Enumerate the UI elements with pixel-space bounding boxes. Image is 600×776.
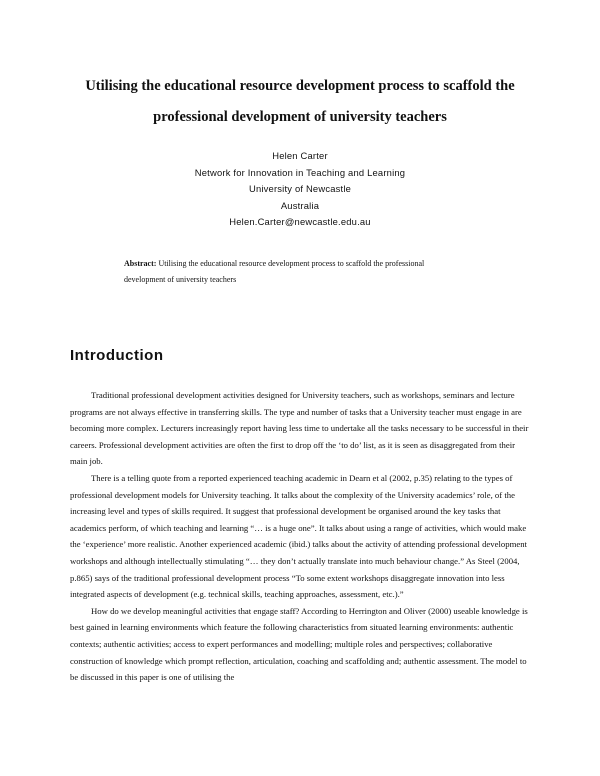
paragraph-1: Traditional professional development activities designed for University teachers, such as workshops, seminars and lecture programs are not always effective in transferring skills. The type and number of tasks that a University teacher must engage in are becoming more complex. Lecturers increasingly report having less time to undertake all the tasks necessary to be successful in their careers. Professional development activities are often the first to drop off the ‘to do’ list, as it is seen as disaggregated from their main job. [70,390,529,467]
author-block [100,148,500,231]
abstract [124,256,470,288]
abstract-text-line-2: development of university teachers [124,275,237,284]
abstract-label: Abstract: [124,259,157,268]
author-university: University of Newcastle [248,183,352,194]
author-affiliation: Network for Innovation in Teaching and Learning [194,166,406,178]
author-name: Helen Carter [272,150,328,161]
paper-title-line-2: professional development of university teachers [153,109,447,125]
abstract-text-line-1: Utilising the educational resource development process to scaffold the professional [156,259,425,268]
paper-title-line-1: Utilising the educational resource development process to scaffold the [85,78,515,94]
introduction-body [70,387,530,686]
section-heading-introduction: Introduction [70,347,164,364]
author-country: Australia [280,199,320,211]
paragraph-2: There is a telling quote from a reported experienced teaching academic in Dearn et al (2002, p.35) relating to the types of professional development models for University teaching. It talks about the complexity of the University academics’ role, of the increasing level and types of skills required. It suggest that professional development be organised around the key tasks that academics perform, of which teaching and learning “… is a huge one”. It talks about using a range of activities, which would make the ‘experience’ more realistic. Another experienced academic (ibid.) talks about the activity of attending professional development workshops and although intellectually stimulating “… they don’t actually translate into much behaviour change.” As Steel (2004, p.865) says of the traditional professional development process “To some extent workshops disaggregate innovation into less integrated aspects of development (e.g. technical skills, teaching approaches, assessment, etc.).” [70,472,527,600]
paragraph-3: How do we develop meaningful activities that engage staff? According to Herrington and Oliver (2000) useable knowledge is best gained in learning environments which feature the following characteristics from situated learning environments: authentic contexts; authentic activities; access to expert performances and modelling; multiple roles and perspectives; collaborative construction of knowledge which prompt reflection, articulation, coaching and scaffolding and; authentic assessment. The model to be discussed in this paper is one of utilising the [70,605,528,683]
author-email: Helen.Carter@newcastle.edu.au [229,216,371,227]
